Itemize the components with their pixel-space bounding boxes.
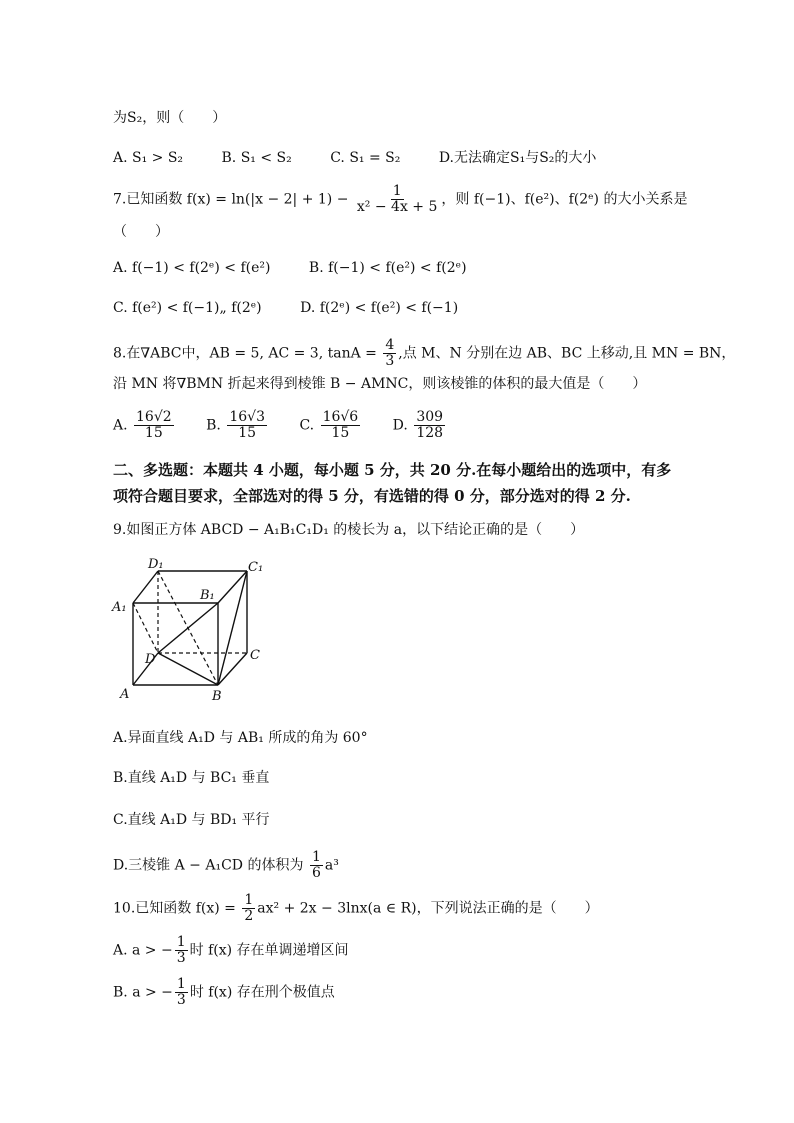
label-d1: D₁ (148, 557, 164, 572)
q8-stem-a: 8.在∇ABC中，AB = 5, AC = 3, tanA = (113, 345, 382, 362)
q7-stem-a: 7.已知函数 f(x) = ln(|x − 2| + 1) − (113, 191, 353, 208)
q8-option-d-den: 128 (416, 425, 444, 441)
q9-option-d-b: a³ (324, 857, 339, 874)
q8-option-d (393, 410, 447, 441)
q8-option-a-label: A. (113, 417, 128, 434)
q9-option-d-a: D.三棱锥 A − A₁CD 的体积为 (113, 857, 308, 874)
q10-option-a-den: 3 (176, 950, 186, 966)
q10-stem (113, 893, 599, 924)
label-a: A (120, 687, 130, 702)
q10-option-a-b: 时 f(x) 存在单调递增区间 (189, 942, 349, 959)
label-c: C (250, 648, 260, 663)
q9-option-a: A.异面直线 A₁D 与 AB₁ 所成的角为 60° (113, 730, 368, 746)
q6-option-a: A. S₁ > S₂ (113, 150, 184, 166)
q8-option-a-den: 15 (144, 425, 163, 441)
q10-option-a (113, 935, 349, 966)
q10-stem-b: ax² + 2x − 3lnx(a ∈ R)，下列说法正确的是（ ） (257, 900, 599, 917)
q9-stem: 9.如图正方体 ABCD − A₁B₁C₁D₁ 的棱长为 a，以下结论正确的是（ ） (113, 522, 585, 538)
q10-option-b-fraction (175, 977, 188, 1008)
q7-options-cd (113, 298, 492, 318)
q7-stem-b: ，则 f(−1)、f(e²)、f(2ᵉ) 的大小关系是 (441, 191, 688, 208)
edge-a1-d1 (133, 571, 158, 603)
q7-option-d: D. f(2ᵉ) < f(e²) < f(−1) (300, 300, 459, 316)
q8-stem (113, 338, 735, 369)
q10-option-b (113, 977, 335, 1008)
q8-option-b (206, 410, 269, 441)
q7-options-ab (113, 258, 501, 278)
q10-fraction (242, 893, 255, 924)
q8-option-d-label: D. (392, 417, 408, 434)
q10-option-b-num: 1 (176, 976, 186, 992)
q9-option-d-num: 1 (311, 849, 321, 865)
diagonal-a1-d-hidden (133, 603, 158, 653)
q9-option-d-fraction (310, 850, 323, 881)
label-b: B (212, 689, 222, 704)
q9-option-d (113, 850, 339, 881)
q8-option-b-label: B. (206, 417, 221, 434)
q8-option-b-den: 15 (238, 425, 257, 441)
q7-frac-num: 1 (392, 183, 402, 199)
q6-option-d: D.无法确定S₁与S₂的大小 (438, 150, 597, 166)
diagonal-b-c1 (218, 571, 247, 685)
q10-option-a-a: A. a > − (113, 942, 173, 959)
q10-stem-a: 10.已知函数 f(x) = (113, 900, 241, 917)
q7-option-b: B. f(−1) < f(e²) < f(2ᵉ) (308, 260, 467, 276)
q7-option-c: C. f(e²) < f(−1)„ f(2ᵉ) (113, 300, 262, 316)
cube-figure (110, 555, 270, 705)
q8-frac-num: 4 (385, 337, 395, 353)
section2-heading-line1: 二、多选题：本题共 4 小题，每小题 5 分，共 20 分.在每小题给出的选项中，有多 (113, 461, 672, 479)
q8-option-c-num: 16√6 (322, 409, 359, 425)
q7-paren: （ ） (113, 224, 169, 240)
label-d: D (145, 652, 156, 667)
q8-option-c-label: C. (299, 417, 315, 434)
q8-stem-b: ,点 M、N 分别在边 AB、BC 上移动,且 MN = BN， (398, 345, 736, 362)
q9-option-b: B.直线 A₁D 与 BC₁ 垂直 (113, 770, 270, 786)
q7-fraction (355, 184, 439, 215)
q8-option-c-den: 15 (331, 425, 350, 441)
label-a1: A₁ (112, 600, 127, 615)
q10-option-a-num: 1 (176, 934, 186, 950)
q6-option-b: B. S₁ < S₂ (221, 150, 292, 166)
q8-option-d-num: 309 (416, 409, 444, 425)
q8-line2: 沿 MN 将∇BMN 折起来得到棱锥 B − AMNC，则该棱锥的体积的最大值是（ ） (113, 376, 647, 392)
q6-option-c: C. S₁ = S₂ (330, 150, 401, 166)
diagonal-d-b (158, 653, 218, 685)
q8-options (113, 410, 481, 441)
q9-option-c: C.直线 A₁D 与 BD₁ 平行 (113, 812, 270, 828)
q10-option-b-den: 3 (176, 992, 186, 1008)
q8-option-a (113, 410, 176, 441)
q6-options (113, 148, 630, 168)
q10-option-b-a: B. a > − (113, 984, 173, 1001)
q10-frac-den: 2 (244, 908, 254, 924)
q8-option-c (299, 410, 362, 441)
q8-frac-den: 3 (385, 353, 395, 369)
line-q6-tail: 为S₂，则（ ） (113, 110, 227, 126)
q7-option-a: A. f(−1) < f(2ᵉ) < f(e²) (113, 260, 271, 276)
q10-option-a-fraction (175, 935, 188, 966)
q9-option-d-den: 6 (311, 865, 321, 881)
q7-stem (113, 184, 687, 215)
label-b1: B₁ (200, 588, 215, 603)
label-c1: C₁ (248, 560, 264, 575)
q8-fraction (383, 338, 396, 369)
q10-frac-num: 1 (244, 892, 254, 908)
q7-frac-den: x² − 4x + 5 (356, 199, 438, 215)
q8-option-b-num: 16√3 (229, 409, 265, 425)
q10-option-b-b: 时 f(x) 存在刑个极值点 (189, 984, 335, 1001)
section2-heading-line2: 项符合题目要求，全部选对的得 5 分，有选错的得 0 分，部分选对的得 2 分. (113, 487, 631, 505)
q8-option-a-num: 16√2 (136, 409, 172, 425)
